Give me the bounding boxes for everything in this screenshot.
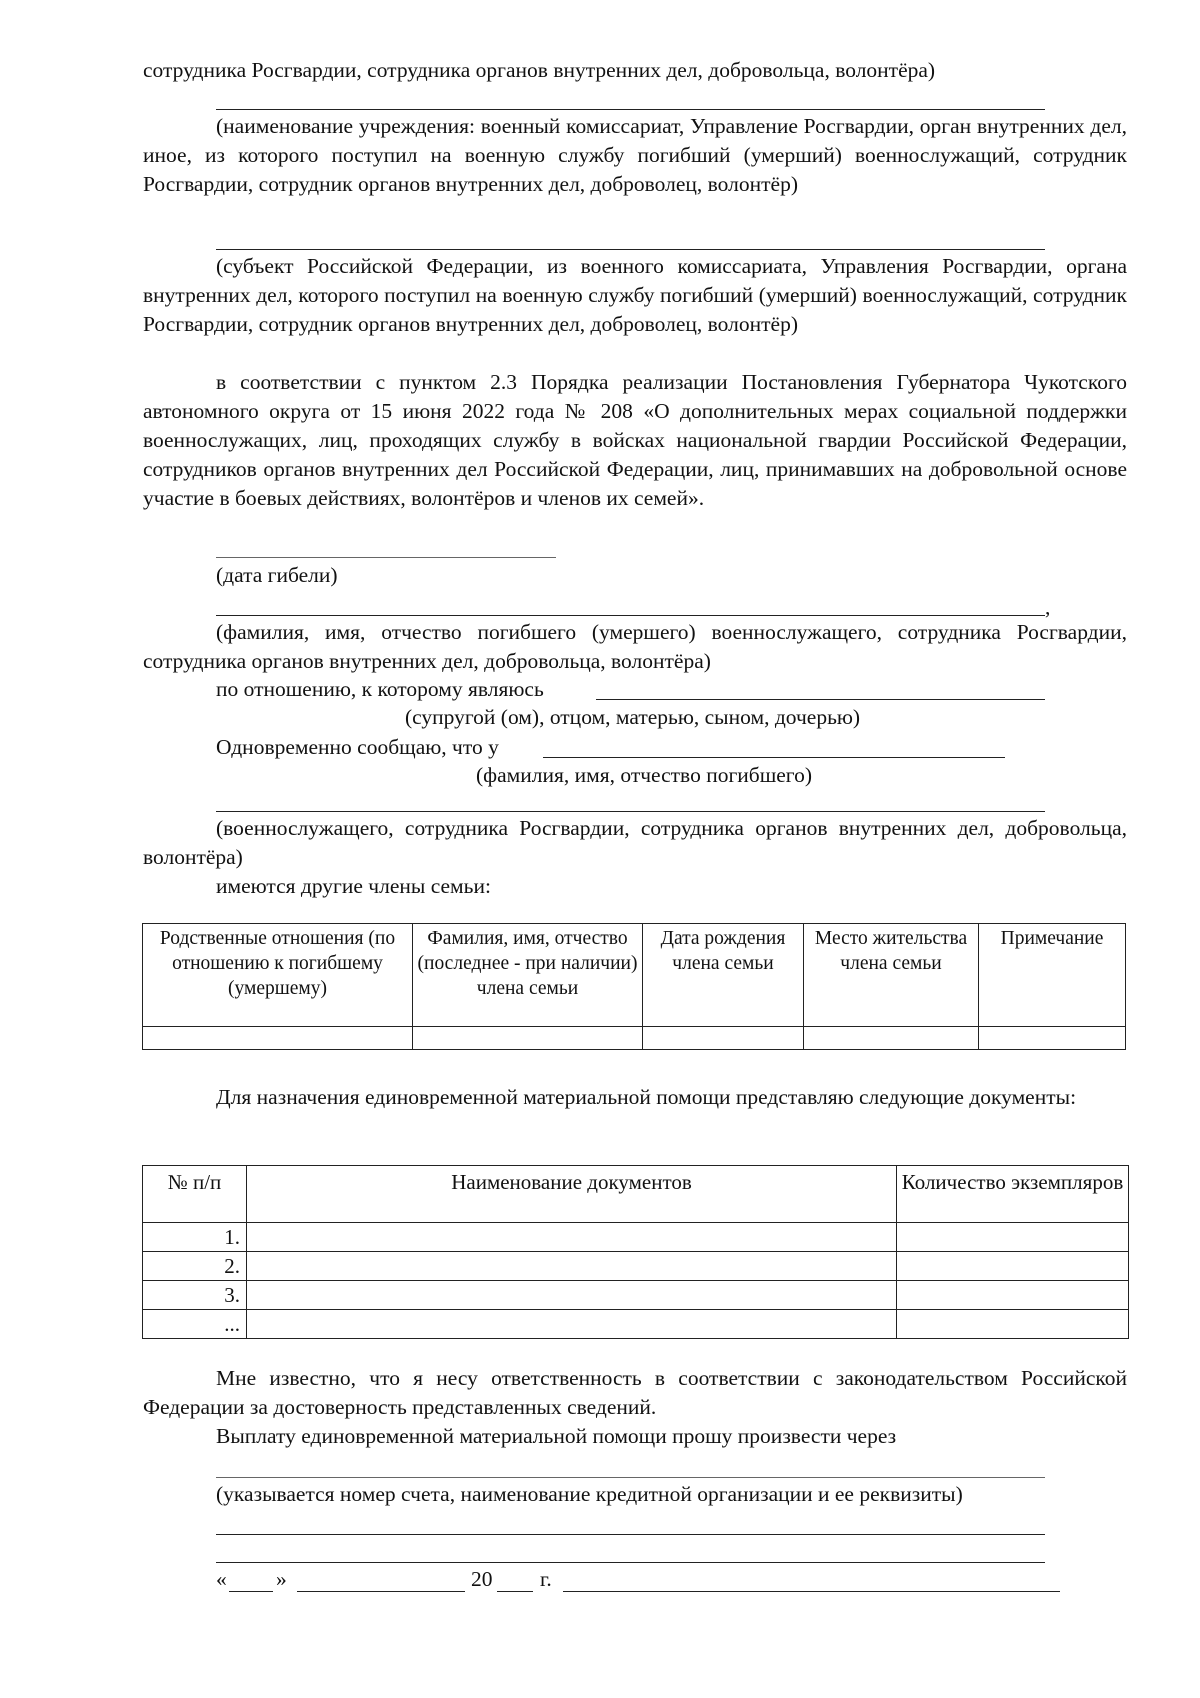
docs-row-name	[247, 1310, 897, 1339]
family-header-residence: Место жительства члена семьи	[804, 924, 979, 1027]
family-table-empty-row	[143, 1027, 1126, 1050]
responsibility-paragraph: Мне известно, что я несу ответственность в соответствии с законодательством Российской Федерации за достоверность представленных сведений.	[143, 1366, 1127, 1419]
institution-blank-line	[216, 109, 1045, 110]
family-cell	[143, 1027, 413, 1050]
other-members-line: имеются другие члены семьи:	[216, 874, 491, 898]
date-month-line	[297, 1591, 465, 1592]
date-year-prefix: 20	[471, 1567, 493, 1591]
docs-header-name: Наименование документов	[247, 1166, 897, 1223]
family-cell	[413, 1027, 643, 1050]
date-of-death-caption: (дата гибели)	[216, 563, 338, 587]
docs-table-row	[143, 1281, 1129, 1310]
family-cell	[979, 1027, 1126, 1050]
fio-caption: (фамилия, имя, отчество погибшего (умершего) военнослужащего, сотрудника Росгвардии, сотрудника органов внутренних дел, добровольца, волонтёра)	[143, 620, 1127, 673]
docs-row-number: ...	[143, 1310, 247, 1339]
docs-row-number: 3.	[143, 1281, 247, 1310]
signature-line	[563, 1591, 1060, 1592]
account-blank-line	[216, 1477, 1045, 1478]
family-header-note: Примечание	[979, 924, 1126, 1027]
institution-caption: (наименование учреждения: военный комиссариат, Управление Росгвардии, орган внутренних дел, иное, из которого поступил на военную службу погибший (умерший) военнослужащий, сотрудник Росгвардии, сотрудник органов внутренних дел, доброволец, волонтёр)	[143, 114, 1127, 196]
family-members-table	[142, 923, 1126, 1050]
fio-hint: (фамилия, имя, отчество погибшего)	[476, 763, 813, 787]
extra-blank-line-2	[216, 1562, 1045, 1563]
serviceman-blank-line	[216, 811, 1045, 812]
docs-row-count	[897, 1310, 1129, 1339]
serviceman-caption: (военнослужащего, сотрудника Росгвардии, сотрудника органов внутренних дел, добровольца, волонтёра)	[143, 816, 1127, 869]
docs-row-name	[247, 1252, 897, 1281]
date-of-death-line	[216, 557, 556, 558]
relation-prefix: по отношению, к которому являюсь	[216, 677, 544, 701]
docs-header-count: Количество экземпляров	[897, 1166, 1129, 1223]
docs-row-name	[247, 1281, 897, 1310]
relation-hint: (супругой (ом), отцом, матерью, сыном, дочерью)	[405, 705, 861, 729]
family-header-birthdate: Дата рождения члена семьи	[643, 924, 804, 1027]
simultaneously-blank-line	[543, 757, 1005, 758]
relation-blank-line	[596, 699, 1045, 700]
simultaneously-prefix: Одновременно сообщаю, что у	[216, 735, 499, 759]
payment-line: Выплату единовременной материальной помощи прошу произвести через	[216, 1424, 897, 1448]
docs-row-name	[247, 1223, 897, 1252]
date-year-line	[497, 1591, 533, 1592]
documents-intro: Для назначения единовременной материальной помощи представляю следующие документы:	[216, 1085, 1077, 1109]
documents-table	[142, 1165, 1129, 1339]
subject-blank-line	[216, 249, 1045, 250]
docs-table-row	[143, 1310, 1129, 1339]
docs-table-header-row	[143, 1166, 1129, 1223]
account-hint: (указывается номер счета, наименование кредитной организации и ее реквизиты)	[216, 1482, 963, 1506]
accordance-paragraph: в соответствии с пунктом 2.3 Порядка реализации Постановления Губернатора Чукотского автономного округа от 15 июня 2022 года № 208 «О дополнительных мерах социальной поддержки военнослужащих, лиц, проходящих службу в войсках национальной гвардии Российской Федерации, сотрудников органов внутренних дел Российской Федерации, лиц, принимавших на добровольной основе участие в боевых действиях, волонтёров и членов их семей».	[143, 370, 1127, 510]
fio-blank-line	[216, 615, 1045, 616]
docs-table-row	[143, 1252, 1129, 1281]
continuation-line: сотрудника Росгвардии, сотрудника органов внутренних дел, добровольца, волонтёра)	[143, 58, 936, 82]
family-table-header-row	[143, 924, 1126, 1027]
docs-row-number: 1.	[143, 1223, 247, 1252]
fio-comma: ,	[1045, 595, 1051, 619]
family-header-fio: Фамилия, имя, отчество (последнее - при наличии) члена семьи	[413, 924, 643, 1027]
docs-row-number: 2.	[143, 1252, 247, 1281]
date-close-quote: »	[276, 1567, 287, 1591]
extra-blank-line-1	[216, 1534, 1045, 1535]
family-cell	[643, 1027, 804, 1050]
family-cell	[804, 1027, 979, 1050]
docs-header-number: № п/п	[143, 1166, 247, 1223]
docs-row-count	[897, 1252, 1129, 1281]
date-day-line	[229, 1591, 273, 1592]
docs-row-count	[897, 1223, 1129, 1252]
date-year-suffix: г.	[540, 1567, 552, 1591]
subject-caption: (субъект Российской Федерации, из военного комиссариата, Управления Росгвардии, органа внутренних дел, которого поступил на военную службу погибший (умерший) военнослужащий, сотрудник Росгвардии, сотрудник органов внутренних дел, доброволец, волонтёр)	[143, 254, 1127, 336]
docs-table-row	[143, 1223, 1129, 1252]
docs-row-count	[897, 1281, 1129, 1310]
family-header-relation: Родственные отношения (по отношению к погибшему (умершему)	[143, 924, 413, 1027]
date-open-quote: «	[216, 1567, 227, 1591]
